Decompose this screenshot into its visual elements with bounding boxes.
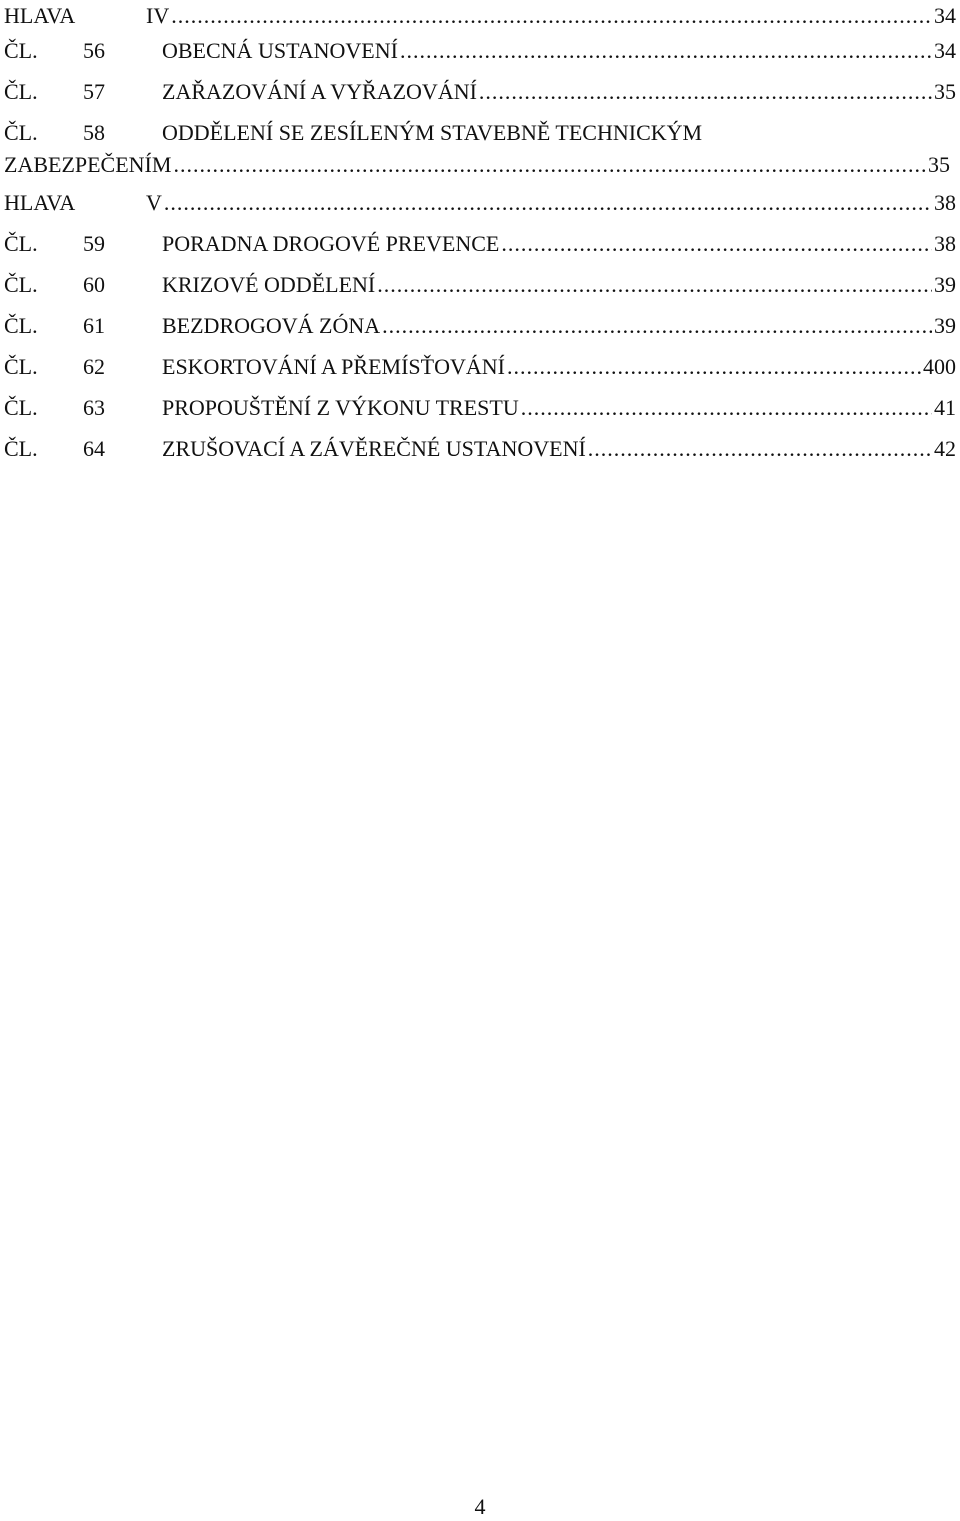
toc-title: PROPOUŠTĚNÍ Z VÝKONU TRESTU bbox=[162, 395, 519, 420]
toc-page: 38 bbox=[934, 231, 956, 256]
toc-label: ČL. 61 bbox=[4, 310, 162, 342]
toc-entry-cl-57[interactable] bbox=[4, 76, 956, 108]
toc-entry-hlava-v[interactable] bbox=[4, 187, 956, 219]
toc-entry-cl-58[interactable] bbox=[4, 117, 956, 181]
toc-entry-cl-56[interactable] bbox=[4, 35, 956, 67]
page-number: 4 bbox=[474, 1494, 486, 1519]
toc-leader bbox=[507, 351, 921, 383]
toc-number: 58 bbox=[83, 120, 105, 145]
toc-entry-cl-59[interactable] bbox=[4, 228, 956, 260]
toc-number: 62 bbox=[83, 354, 105, 379]
toc-label: ČL. 58 bbox=[4, 117, 162, 149]
toc-label: ČL. 63 bbox=[4, 392, 162, 424]
toc-entry-cl-60[interactable] bbox=[4, 269, 956, 301]
toc-number: 56 bbox=[83, 38, 105, 63]
toc-leader bbox=[377, 269, 932, 301]
toc-leader bbox=[164, 187, 932, 219]
toc-page: 34 bbox=[934, 3, 956, 28]
toc-title: PORADNA DROGOVÉ PREVENCE bbox=[162, 231, 500, 256]
toc-page: 34 bbox=[934, 38, 956, 63]
toc-label: ČL. 56 bbox=[4, 35, 162, 67]
toc-page: 39 bbox=[934, 313, 956, 338]
toc-page: 38 bbox=[934, 190, 956, 215]
toc-entry-cl-61[interactable] bbox=[4, 310, 956, 342]
toc-title-line-1: ODDĚLENÍ SE ZESÍLENÝM STAVEBNĚ TECHNICKÝM bbox=[162, 120, 703, 145]
toc-page: 35 bbox=[934, 79, 956, 104]
toc-label: HLAVA bbox=[4, 190, 76, 215]
toc-number: 57 bbox=[83, 79, 105, 104]
toc-title: ESKORTOVÁNÍ A PŘEMÍSŤOVÁNÍ bbox=[162, 354, 505, 379]
toc-leader bbox=[173, 149, 926, 181]
toc-leader bbox=[521, 392, 932, 424]
toc-leader bbox=[588, 433, 932, 465]
toc-number: IV bbox=[146, 3, 170, 28]
toc-title: OBECNÁ USTANOVENÍ bbox=[162, 38, 398, 63]
toc-label: HLAVA bbox=[4, 3, 76, 28]
toc-page: 400 bbox=[923, 354, 956, 379]
toc-number: 63 bbox=[83, 395, 105, 420]
toc-title: ZRUŠOVACÍ A ZÁVĚREČNÉ USTANOVENÍ bbox=[162, 436, 586, 461]
toc-number: 64 bbox=[83, 436, 105, 461]
toc-number: 59 bbox=[83, 231, 105, 256]
toc-title-line-2: ZABEZPEČENÍM bbox=[4, 152, 172, 177]
toc-page: 42 bbox=[934, 436, 956, 461]
toc-title: ZAŘAZOVÁNÍ A VYŘAZOVÁNÍ bbox=[162, 79, 477, 104]
toc-page: 35 bbox=[928, 152, 950, 177]
toc-leader bbox=[501, 228, 932, 260]
toc-page: 39 bbox=[934, 272, 956, 297]
toc-entry-cl-64[interactable] bbox=[4, 433, 956, 465]
toc-label: ČL. 57 bbox=[4, 76, 162, 108]
toc-leader bbox=[400, 35, 932, 67]
toc-entry-cl-63[interactable] bbox=[4, 392, 956, 424]
toc-number: 60 bbox=[83, 272, 105, 297]
toc-leader bbox=[382, 310, 932, 342]
toc-label: ČL. 59 bbox=[4, 228, 162, 260]
toc-number: 61 bbox=[83, 313, 105, 338]
toc-number: V bbox=[146, 190, 162, 215]
toc-title: KRIZOVÉ ODDĚLENÍ bbox=[162, 272, 376, 297]
toc-title: BEZDROGOVÁ ZÓNA bbox=[162, 313, 381, 338]
toc-label: ČL. 62 bbox=[4, 351, 162, 383]
toc-page: 41 bbox=[934, 395, 956, 420]
toc-entry-cl-62[interactable] bbox=[4, 351, 956, 383]
toc-label: ČL. 60 bbox=[4, 269, 162, 301]
toc-label: ČL. 64 bbox=[4, 433, 162, 465]
toc-leader bbox=[171, 0, 932, 32]
toc-leader bbox=[479, 76, 932, 108]
toc-entry-hlava-iv[interactable] bbox=[4, 0, 956, 32]
